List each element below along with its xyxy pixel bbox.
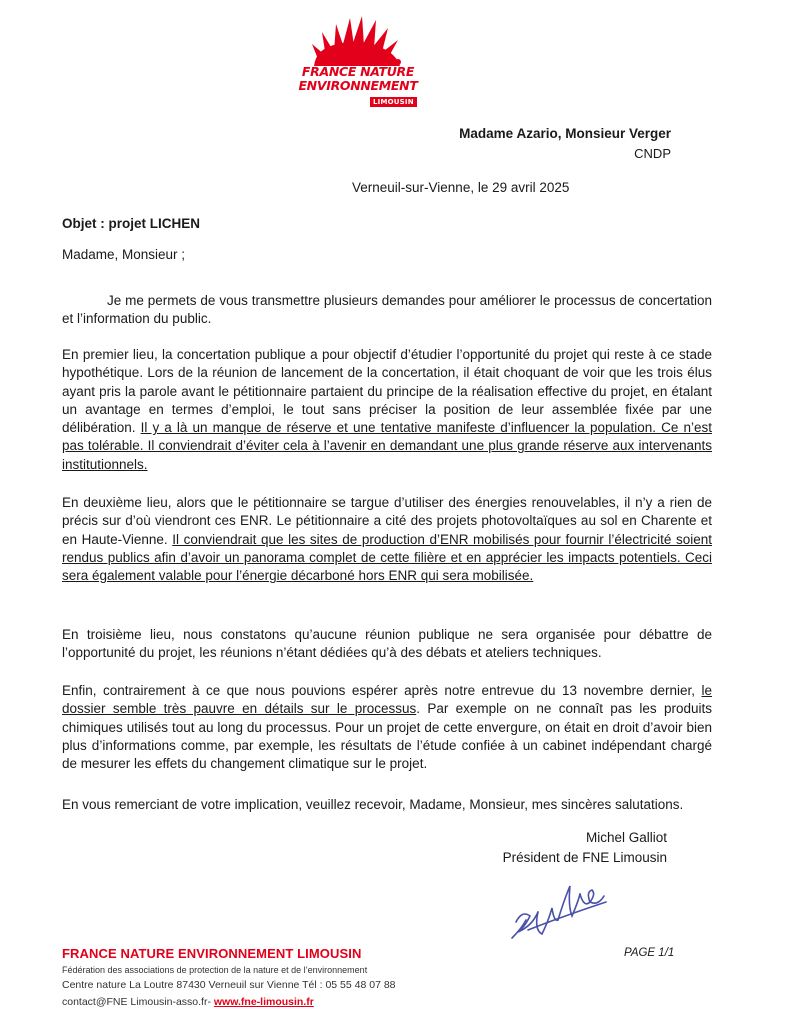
recipient-org: CNDP — [634, 146, 671, 161]
paragraph-second-point — [62, 494, 712, 585]
footer-org-name: FRANCE NATURE ENVIRONNEMENT LIMOUSIN — [62, 946, 362, 961]
handwritten-signature — [508, 872, 618, 944]
logo-line-2: ENVIRONNEMENT — [298, 78, 418, 93]
paragraph-text: . Par exemple on ne connaît pas les produits chimiques utilisés tout au long du processus. Pour un projet de cette envergure, on était en droit d’avoir bien plus d’informations comme, par exemple, les résultats de l’étude confiée à un cabinet indépendant chargé de mesurer les effets du changement climatique sur le projet. — [62, 701, 712, 772]
website-link[interactable]: www.fne-limousin.fr — [213, 996, 314, 1008]
paragraph-text: En premier lieu, la concertation publique a pour objectif d’étudier l’opportunité du projet qui reste à ce stade hypothétique. Lors de la réunion de lancement de la concertation, il était choquant de voir que les trois élus ayant pris la parole avant le pétitionnaire partaient du principe de la réalisation effective du projet, en étalant un avantage en termes d’emploi, le tout sans préciser la position de leur assemblée fixée par une délibération. — [62, 347, 712, 436]
subject-line: Objet : projet LICHEN — [62, 216, 200, 231]
signatory-title: Président de FNE Limousin — [502, 850, 667, 865]
paragraph-intro: Je me permets de vous transmettre plusieurs demandes pour améliorer le processus de concertation et l’information du public. — [62, 293, 712, 327]
salutation: Madame, Monsieur ; — [62, 247, 186, 262]
paragraph-closing: En vous remerciant de votre implication, veuillez recevoir, Madame, Monsieur, mes sincères salutations. — [62, 797, 684, 812]
footer-address: Centre nature La Loutre 87430 Verneuil sur Vienne Tél : 05 55 48 07 88 — [62, 979, 396, 991]
underlined-text: Il conviendrait que les sites de production d’ENR mobilisés pour fournir l’électricité soient rendus publics afin d’avoir un panorama complet de cette filière et en apprécier les impacts potentiels. Ceci sera également valable pour l’énergie décarboné hors ENR qui sera mobilisée. — [62, 531, 712, 584]
paragraph-first-point — [62, 346, 712, 474]
paragraph-text: Enfin, contrairement à ce que nous pouvions espérer après notre entrevue du 13 novembre dernier, — [62, 683, 702, 698]
paragraph-text: En deuxième lieu, alors que le pétitionnaire se targue d’utiliser des énergies renouvelables, il n’y a rien de précis sur d’où viendront ces ENR. Le pétitionnaire a cité des projets photovoltaïques au sol en Charente et en Haute-Vienne. — [62, 495, 712, 547]
footer-email: contact@FNE Limousin-asso.fr- — [62, 996, 214, 1008]
signatory-name: Michel Galliot — [585, 830, 667, 845]
underlined-text: le dossier semble très pauvre en détails sur le processus — [62, 683, 712, 717]
hedgehog-icon — [298, 14, 418, 70]
footer-federation: Fédération des associations de protection de la nature et de l’environnement — [62, 965, 368, 975]
underlined-text: Il y a là un manque de réserve et une tentative manifeste d’influencer la population. Ce n’est pas tolérable. Il conviendrait d’éviter cela à l’avenir en demandant une plus grande réserve aux intervenants institutionnels. — [62, 420, 712, 472]
recipient-names: Madame Azario, Monsieur Verger — [459, 126, 671, 141]
paragraph-third-point: En troisième lieu, nous constatons qu’aucune réunion publique ne sera organisée pour débattre de l’opportunité du projet, les réunions n’étant dédiées qu’à des débats et ateliers techniques. — [62, 627, 712, 661]
place-date: Verneuil-sur-Vienne, le 29 avril 2025 — [352, 180, 570, 195]
footer-contact — [62, 996, 314, 1008]
logo-sub-badge: LIMOUSIN — [370, 97, 417, 107]
fne-logo — [298, 14, 418, 116]
logo-line-1: FRANCE NATURE — [301, 64, 415, 79]
page-number: PAGE 1/1 — [624, 947, 675, 959]
paragraph-finally — [62, 682, 712, 773]
